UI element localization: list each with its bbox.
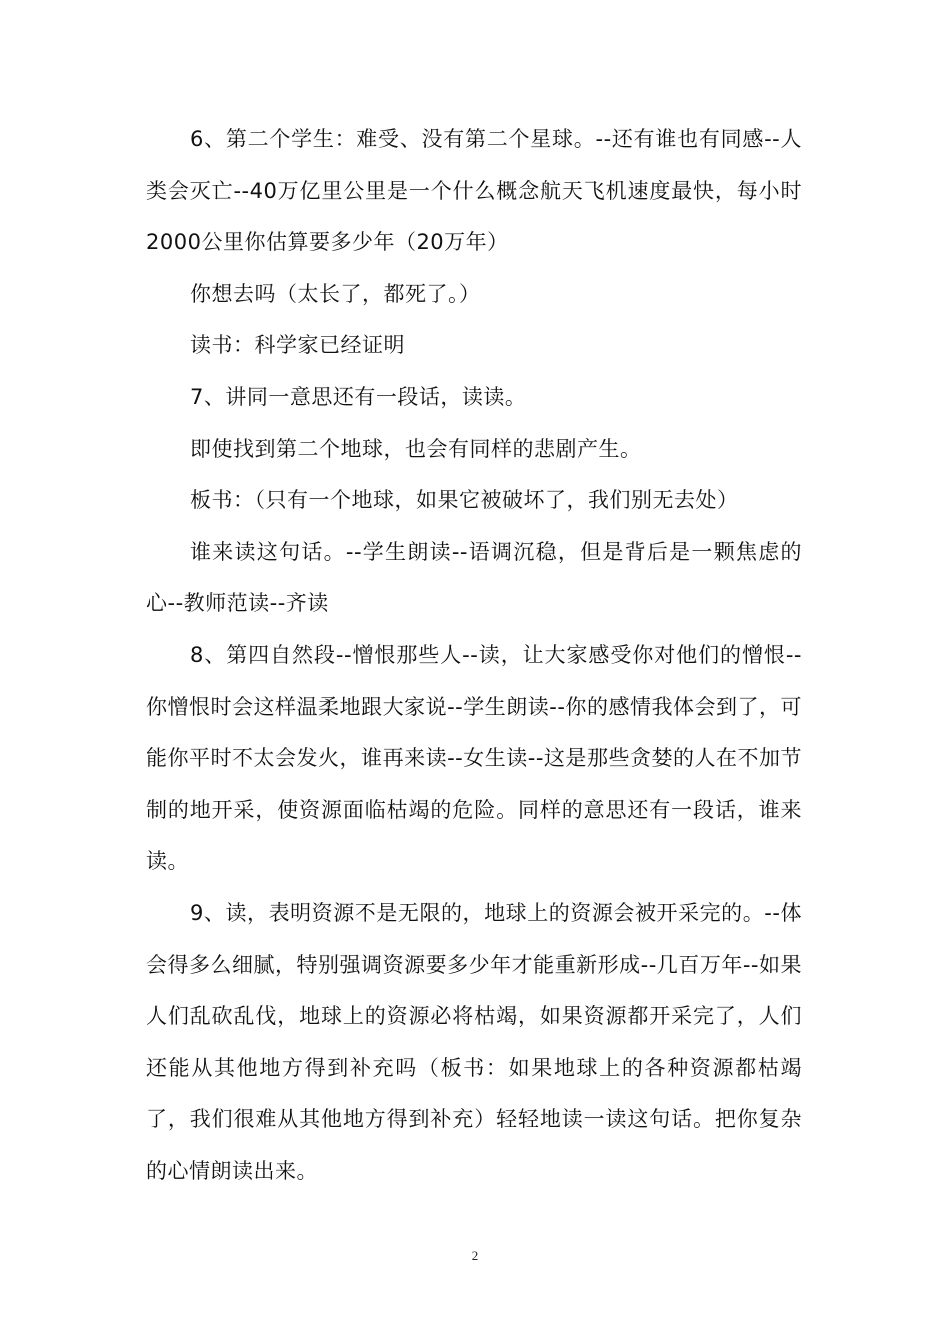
paragraph-second-earth: 即使找到第二个地球，也会有同样的悲剧产生。 (190, 436, 642, 461)
paragraph-8: 8、第四自然段--憎恨那些人--读，让大家感受你对他们的憎恨--你憎恨时会这样温柔地跟大家说--学生朗读--你的感情我体会到了，可能你平时不太会发火，谁再来读--女生读--这是那些贪婪的人在不加节制的地开采，使资源面临枯竭的危险。同样的意思还有一段话，谁来读。 (146, 642, 802, 874)
page-number: 2 (471, 1248, 479, 1263)
document-body (146, 114, 802, 1197)
paragraph-board-note: 板书：（只有一个地球，如果它被破坏了，我们别无去处） (190, 488, 739, 513)
paragraph-read-book: 读书：科学家已经证明 (190, 333, 405, 358)
paragraph-who-reads: 谁来读这句话。--学生朗读--语调沉稳，但是背后是一颗焦虑的心--教师范读--齐读 (146, 539, 802, 616)
paragraph-question: 你想去吗（太长了，都死了。） (190, 281, 481, 306)
paragraph-7: 7、讲同一意思还有一段话，读读。 (190, 384, 527, 409)
paragraph-6: 6、第二个学生：难受、没有第二个星球。--还有谁也有同感--人类会灭亡--40万亿里公里是一个什么概念航天飞机速度最快，每小时2000公里你估算要多少年（20万年） (146, 127, 802, 255)
paragraph-9: 9、读，表明资源不是无限的，地球上的资源会被开采完的。--体会得多么细腻，特别强调资源要多少年才能重新形成--几百万年--如果人们乱砍乱伐，地球上的资源必将枯竭，如果资源都开采完了，人们还能从其他地方得到补充吗（板书：如果地球上的各种资源都枯竭了，我们很难从其他地方得到补充）轻轻地读一读这句话。把你复杂的心情朗读出来。 (146, 900, 802, 1183)
